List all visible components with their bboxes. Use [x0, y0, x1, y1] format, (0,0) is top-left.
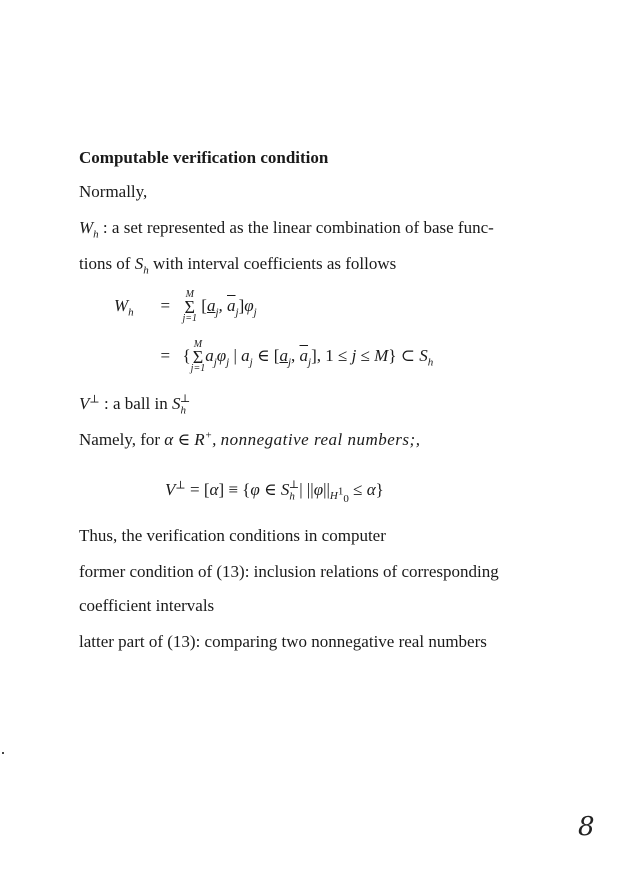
vperp-text: a ball in	[112, 394, 168, 413]
wh-def-line2-post: with interval coefficients as follows	[152, 254, 397, 273]
coefficient-intervals-line: coefficient intervals	[79, 596, 215, 615]
vperp-definition-line: V⊥ : a ball in $S_h^\perp$	[79, 393, 191, 417]
section-heading: Computable verification condition	[79, 148, 329, 167]
eq-rhs-1: [$a_j$, $\overline{a}_j]\varphi_j$	[201, 295, 257, 319]
latter-part-line: latter part of (13): comparing two nonnegative real numbers	[79, 632, 487, 651]
sh-symbol: $S_h$	[134, 254, 149, 277]
page-number-mark: 8	[578, 812, 595, 842]
equation-wh-sum	[114, 290, 514, 324]
eq-rhs-2: { M Σ j=1 $a_j\varphi_j$ | $a_j$ ∈ [$a_j$, $\overline{a}_j$], 1 ≤ j ≤ M} ⊂ $S_h$	[182, 339, 434, 374]
namely-line	[79, 430, 420, 450]
sum-operator-1: M Σ j=1	[182, 289, 198, 324]
former-condition-line: former condition of (13): inclusion relations of corresponding	[79, 562, 499, 581]
equation-vperp-ball: V⊥ = [α] ≡ {φ ∈ $S_h^\perp|$ $||\varphi||_{H^1_0} \le \alpha$}	[165, 479, 384, 506]
thus-line: Thus, the verification conditions in computer	[79, 526, 386, 545]
wh-definition-line-2	[79, 254, 397, 277]
equation-wh-set	[114, 340, 514, 374]
sh-perp-symbol: $S_h^\perp$	[172, 393, 191, 417]
sum-operator-2: M Σ j=1	[190, 339, 206, 374]
eq-equals-2: =	[160, 345, 171, 365]
scan-speck	[2, 752, 4, 754]
namely-post: nonnegative real numbers;,	[220, 430, 421, 449]
alpha-in-rplus: α ∈ R+,	[164, 429, 217, 449]
wh-definition-line-1: $W_h$ : a set represented as the linear combination of base func-	[79, 218, 494, 241]
namely-pre: Namely, for	[79, 430, 161, 449]
vperp-symbol: V⊥	[79, 393, 100, 413]
eq-equals-1: =	[160, 295, 171, 315]
text-normally: Normally,	[79, 182, 148, 201]
wh-definition-text: a set represented as the linear combination of base func-	[111, 218, 494, 237]
wh-symbol: $W_h$	[79, 218, 99, 241]
wh-def-line2-pre: tions of	[79, 254, 131, 273]
eq-lhs-wh: $W_h$	[114, 295, 134, 319]
